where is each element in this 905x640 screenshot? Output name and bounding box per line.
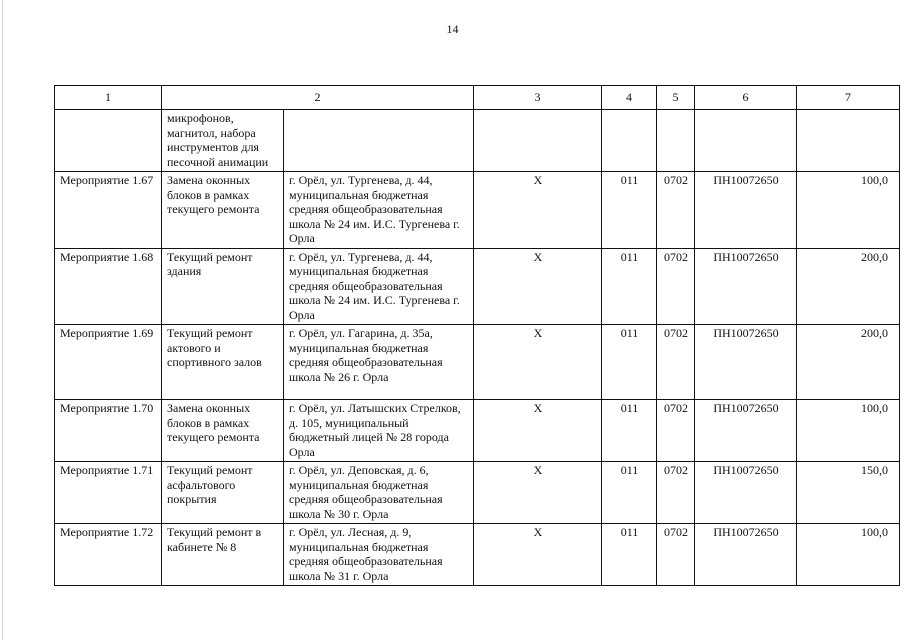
cell-description: Замена оконных блоков в рамках текущего ремонта <box>162 400 284 462</box>
cell-col5: 0702 <box>657 172 695 249</box>
cell-address: г. Орёл, ул. Тургенева, д. 44, муниципальная бюджетная средняя общеобразовательная школа № 24 им. И.С. Тургенева г. Орла <box>284 172 474 249</box>
cell-measure: Мероприятие 1.70 <box>55 400 162 462</box>
cell-measure: Мероприятие 1.68 <box>55 248 162 325</box>
cell-col3: Х <box>474 524 602 586</box>
cell-col7: 200,0 <box>797 325 900 400</box>
cell-col7: 200,0 <box>797 248 900 325</box>
header-cell-5: 5 <box>657 86 695 110</box>
table-row <box>55 524 900 586</box>
page-edge-left <box>2 0 3 640</box>
cell-description: Замена оконных блоков в рамках текущего ремонта <box>162 172 284 249</box>
cell-col4: 011 <box>602 172 657 249</box>
header-cell-1: 1 <box>55 86 162 110</box>
header-cell-6: 6 <box>695 86 797 110</box>
cell-address: г. Орёл, ул. Деповская, д. 6, муниципальная бюджетная средняя общеобразовательная школа № 30 г. Орла <box>284 462 474 524</box>
table-row <box>55 172 900 249</box>
cell-col5: 0702 <box>657 248 695 325</box>
cell-description: Текущий ремонт в кабинете № 8 <box>162 524 284 586</box>
table-row-continuation <box>55 110 900 172</box>
cell-col4: 011 <box>602 325 657 400</box>
cell-measure: Мероприятие 1.71 <box>55 462 162 524</box>
cell-col4: 011 <box>602 248 657 325</box>
cell-address: г. Орёл, ул. Тургенева, д. 44, муниципальная бюджетная средняя общеобразовательная школа № 24 им. И.С. Тургенева г. Орла <box>284 248 474 325</box>
cell-col4: 011 <box>602 400 657 462</box>
cell-col6: ПН10072650 <box>695 524 797 586</box>
cell-measure: Мероприятие 1.69 <box>55 325 162 400</box>
cell-address: г. Орёл, ул. Гагарина, д. 35а, муниципальная бюджетная средняя общеобразовательная школа № 26 г. Орла <box>284 325 474 400</box>
cell-measure: Мероприятие 1.67 <box>55 172 162 249</box>
cell-description: Текущий ремонт актового и спортивного залов <box>162 325 284 400</box>
cell-col5 <box>657 110 695 172</box>
cell-col6: ПН10072650 <box>695 462 797 524</box>
cell-col7: 100,0 <box>797 172 900 249</box>
cell-col4: 011 <box>602 462 657 524</box>
cell-col3: Х <box>474 248 602 325</box>
cell-measure <box>55 110 162 172</box>
cell-col6 <box>695 110 797 172</box>
cell-col5: 0702 <box>657 400 695 462</box>
cell-description: Текущий ремонт здания <box>162 248 284 325</box>
cell-col3: Х <box>474 172 602 249</box>
cell-col3 <box>474 110 602 172</box>
table-row <box>55 400 900 462</box>
cell-col4 <box>602 110 657 172</box>
table-row <box>55 462 900 524</box>
budget-measures-table <box>54 85 900 586</box>
cell-col4: 011 <box>602 524 657 586</box>
cell-col5: 0702 <box>657 325 695 400</box>
table-row <box>55 325 900 400</box>
cell-col6: ПН10072650 <box>695 248 797 325</box>
header-cell-4: 4 <box>602 86 657 110</box>
header-cell-2: 2 <box>162 86 474 110</box>
cell-col6: ПН10072650 <box>695 172 797 249</box>
cell-col3: Х <box>474 325 602 400</box>
cell-col5: 0702 <box>657 462 695 524</box>
cell-col3: Х <box>474 400 602 462</box>
cell-col6: ПН10072650 <box>695 400 797 462</box>
cell-description: микрофонов, магнитол, набора инструментов для песочной анимации <box>162 110 284 172</box>
header-cell-7: 7 <box>797 86 900 110</box>
cell-col3: Х <box>474 462 602 524</box>
cell-address <box>284 110 474 172</box>
cell-col5: 0702 <box>657 524 695 586</box>
page-number: 14 <box>446 22 459 36</box>
header-row <box>55 86 900 110</box>
table-row <box>55 248 900 325</box>
header-cell-3: 3 <box>474 86 602 110</box>
cell-col7 <box>797 110 900 172</box>
cell-col7: 150,0 <box>797 462 900 524</box>
cell-col6: ПН10072650 <box>695 325 797 400</box>
cell-address: г. Орёл, ул. Лесная, д. 9, муниципальная бюджетная средняя общеобразовательная школа № 31 г. Орла <box>284 524 474 586</box>
cell-col7: 100,0 <box>797 400 900 462</box>
cell-address: г. Орёл, ул. Латышских Стрелков, д. 105, муниципальный бюджетный лицей № 28 города Орла <box>284 400 474 462</box>
cell-measure: Мероприятие 1.72 <box>55 524 162 586</box>
cell-col7: 100,0 <box>797 524 900 586</box>
cell-description: Текущий ремонт асфальтового покрытия <box>162 462 284 524</box>
